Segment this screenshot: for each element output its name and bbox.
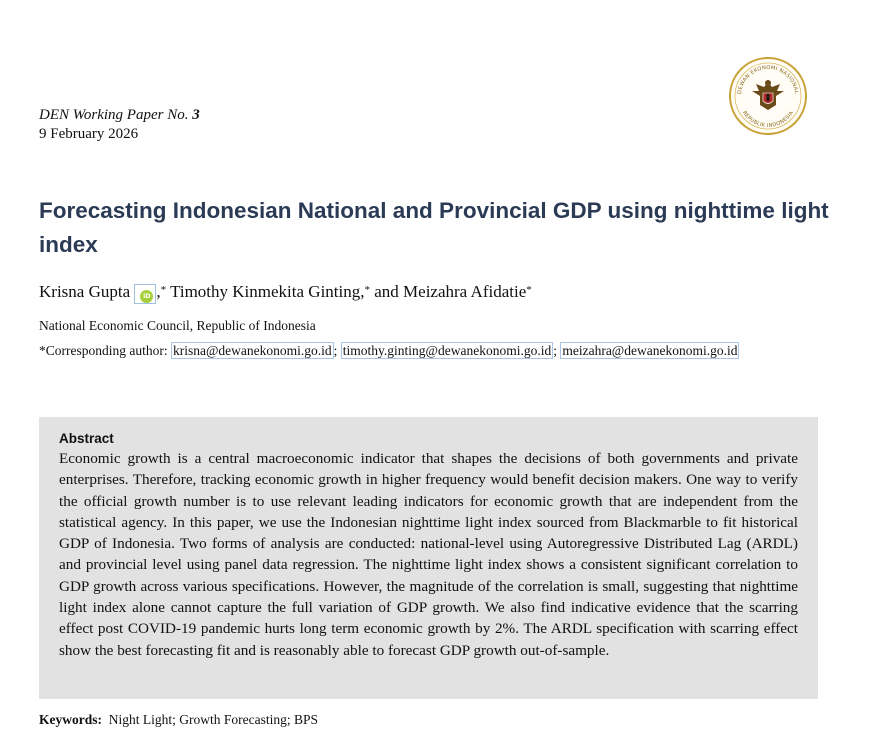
author-mark: *	[160, 284, 167, 296]
email-link[interactable]: timothy.ginting@dewanekonomi.go.id	[342, 343, 552, 358]
series-number: 3	[192, 107, 200, 123]
email-link[interactable]: krisna@dewanekonomi.go.id	[172, 343, 332, 358]
seal-text-top: DEWAN EKONOMI NASIONAL	[737, 64, 799, 95]
author-list: Krisna Gupta iD ,* Timothy Kinmekita Ginting,* and Meizahra Afidatie*	[39, 281, 532, 304]
orcid-link[interactable]	[134, 284, 156, 304]
author-name: Krisna Gupta	[39, 282, 131, 301]
author-mark: *	[526, 284, 532, 296]
publication-date: 9 February 2026	[39, 126, 139, 142]
paper-title: Forecasting Indonesian National and Provincial GDP using nighttime light index	[39, 198, 829, 257]
keywords	[39, 711, 318, 728]
working-paper-label	[39, 106, 200, 124]
corresponding-label: *Corresponding author:	[39, 343, 168, 358]
abstract-text: Economic growth is a central macroeconomic indicator that shapes the decisions of both governments and private enterprises. Therefore, tracking economic growth in higher frequency would benefit decision makers. One way to verify the official growth number is to use relevant leading indicators for economic growth that are independent from the statistical agency. In this paper, we use the Indonesian nighttime light index sourced from Blackmarble to fit historical GDP of Indonesia. Two forms of analysis are conducted: national-level using Autoregressive Distributed Lag (ARDL) and provincial level using panel data regression. The nighttime light index shows a consistent significant correlation to GDP growth across various specifications. However, the magnitude of the correlation is small, suggesting that nighttime light index alone cannot capture the full variation of GDP growth. We also find indicative evidence that the scarring effect post COVID-19 pandemic hurts long term economic growth by 2%. The ARDL specification with scarring effect show the best forecasting fit and is reasonably able to forecast GDP growth out-of-sample.	[59, 450, 798, 659]
den-seal-logo	[728, 56, 808, 136]
abstract-section	[39, 417, 818, 699]
author-name: Timothy Kinmekita Ginting,	[170, 282, 365, 301]
author-mark: *	[364, 284, 370, 296]
seal-text-bottom: REPUBLIK INDONESIA	[740, 110, 796, 130]
orcid-icon: iD	[140, 290, 153, 303]
series-label: DEN Working Paper No.	[39, 107, 189, 123]
affiliation: National Economic Council, Republic of Indonesia	[39, 318, 316, 333]
keywords-label: Keywords:	[39, 712, 102, 727]
abstract-heading: Abstract	[59, 431, 114, 446]
corresponding-author: *Corresponding author: krisna@dewanekonomi.go.id ; timothy.ginting@dewanekonomi.go.id ; meizahra@dewanekonomi.go.id	[39, 343, 738, 358]
keywords-text: Night Light; Growth Forecasting; BPS	[108, 712, 318, 727]
author-name: Meizahra Afidatie	[403, 282, 527, 301]
email-link[interactable]: meizahra@dewanekonomi.go.id	[562, 343, 738, 358]
